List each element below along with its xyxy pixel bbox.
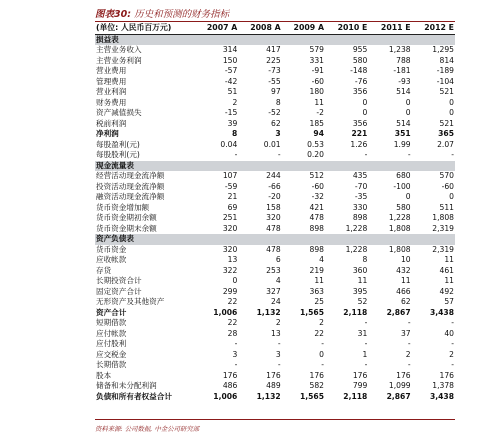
- table-cell: [282, 34, 325, 45]
- table-cell: 11: [444, 276, 454, 285]
- table-cell: 253: [266, 265, 281, 275]
- table-cell: 814: [439, 55, 454, 65]
- table-cell: 40: [444, 328, 454, 338]
- table-cell: 1,132: [256, 391, 281, 401]
- table-cell: -35: [354, 192, 368, 201]
- table-cell: 51: [227, 87, 238, 96]
- table-cell: [282, 234, 325, 245]
- table-cell: -: [407, 150, 411, 159]
- table-cell: [325, 234, 368, 245]
- row-label: 税前利润: [96, 118, 127, 128]
- table-cell: 1,565: [299, 391, 324, 401]
- table-cell: 2: [232, 97, 238, 107]
- row-label: 资产合计: [96, 307, 127, 317]
- table-cell: 2,319: [432, 244, 454, 254]
- table-cell: 478: [266, 223, 281, 233]
- table-cell: -66: [268, 181, 281, 191]
- table-cell: -2: [316, 108, 324, 117]
- table-cell: 492: [439, 286, 454, 296]
- table-cell: -93: [398, 76, 411, 86]
- table-cell: 37: [400, 328, 411, 338]
- table-cell: 1,295: [432, 45, 454, 54]
- year-header: 2007 A: [195, 23, 238, 34]
- table-row: [95, 266, 455, 277]
- table-cell: -: [321, 360, 324, 369]
- table-cell: 11: [314, 276, 324, 285]
- table-row: [95, 108, 455, 119]
- table-row: [95, 276, 455, 287]
- row-label: 应收帐款: [96, 255, 127, 264]
- table-cell: 176: [309, 370, 324, 380]
- table-cell: [368, 234, 411, 245]
- table-cell: [412, 161, 455, 172]
- table-row: [95, 87, 455, 98]
- table-row: [95, 182, 455, 193]
- table-cell: -91: [311, 66, 324, 75]
- table-cell: 2,118: [343, 307, 368, 317]
- table-cell: 176: [222, 370, 238, 380]
- source-note: 资料来源: 公司数据, 中金公司研究部: [95, 425, 200, 433]
- table-row: [95, 66, 455, 77]
- table-cell: 331: [309, 55, 324, 65]
- table-cell: 1,228: [388, 213, 411, 222]
- table-cell: 8: [362, 255, 368, 264]
- table-row: [95, 119, 455, 130]
- section-header-row: [95, 161, 455, 172]
- table-cell: -: [364, 318, 368, 327]
- table-row: [95, 360, 455, 371]
- table-cell: -100: [393, 181, 411, 191]
- table-cell: -: [277, 339, 281, 348]
- table-cell: 225: [266, 55, 281, 65]
- table-cell: 580: [352, 55, 368, 65]
- table-cell: 799: [352, 381, 368, 390]
- row-label: 主营业务收入: [96, 45, 142, 54]
- table-cell: 3: [275, 349, 281, 359]
- table-cell: 244: [266, 171, 281, 180]
- table-cell: 2: [405, 349, 411, 359]
- row-label: 货币资金期初余额: [96, 213, 157, 222]
- table-cell: 0.20: [307, 150, 324, 159]
- table-cell: 466: [396, 286, 411, 296]
- row-label: 财务费用: [96, 97, 127, 107]
- row-label: 营业费用: [96, 66, 127, 75]
- table-cell: 1.26: [350, 139, 368, 149]
- row-label: 固定资产合计: [96, 286, 142, 296]
- table-cell: 330: [352, 202, 368, 212]
- table-row: [95, 381, 455, 392]
- table-cell: 0: [405, 192, 411, 201]
- table-cell: 0: [405, 97, 411, 107]
- table-cell: 2: [319, 318, 324, 327]
- table-cell: 10: [400, 255, 411, 264]
- table-cell: 582: [309, 381, 324, 390]
- table-cell: -59: [224, 181, 238, 191]
- table-cell: 13: [227, 255, 238, 264]
- financial-table: [95, 23, 455, 402]
- table-cell: 0: [449, 97, 454, 107]
- table-row: [95, 255, 455, 266]
- table-row: [95, 318, 455, 329]
- table-cell: 314: [222, 45, 238, 54]
- table-cell: 0: [405, 108, 411, 117]
- table-cell: 514: [396, 118, 411, 128]
- table-row: [95, 224, 455, 235]
- table-cell: 22: [227, 297, 238, 306]
- table-cell: -: [451, 318, 454, 327]
- table-cell: 2.07: [437, 139, 454, 149]
- table-cell: 511: [439, 202, 454, 212]
- row-label: 投资活动现金流净额: [96, 181, 165, 191]
- table-cell: 6: [275, 255, 281, 264]
- table-cell: 4: [275, 276, 281, 285]
- table-cell: -15: [224, 108, 238, 117]
- table-cell: 185: [309, 118, 324, 128]
- table-row: [95, 339, 455, 350]
- table-row: [95, 350, 455, 361]
- table-cell: 478: [266, 244, 281, 254]
- table-cell: 8: [232, 129, 238, 138]
- year-header: 2010 E: [325, 23, 368, 34]
- table-cell: 1,808: [432, 213, 454, 222]
- table-cell: 21: [227, 192, 238, 201]
- table-cell: 107: [222, 171, 238, 180]
- table-cell: 955: [352, 45, 368, 54]
- table-cell: [238, 161, 281, 172]
- table-cell: 94: [313, 129, 324, 138]
- row-label: 融资活动现金流净额: [96, 192, 165, 201]
- table-cell: 365: [438, 129, 454, 138]
- figure-number: 图表30:: [95, 9, 132, 20]
- table-cell: 478: [309, 213, 324, 222]
- table-cell: 486: [222, 381, 238, 390]
- table-cell: 1,228: [345, 244, 368, 254]
- row-label: 长期投资合计: [96, 276, 142, 285]
- table-cell: -60: [441, 181, 454, 191]
- table-cell: 1,378: [432, 381, 454, 390]
- table-cell: 363: [309, 286, 324, 296]
- unit-header: (单位: 人民币百万元): [95, 23, 195, 34]
- table-row: [95, 371, 455, 382]
- table-cell: 395: [352, 286, 368, 296]
- bottom-rule: [95, 419, 455, 420]
- table-cell: 3: [275, 129, 281, 138]
- table-cell: 1,808: [388, 244, 411, 254]
- table-cell: 356: [352, 118, 368, 128]
- table-cell: 0: [232, 276, 238, 285]
- section-header-row: [95, 234, 455, 245]
- table-row: [95, 192, 455, 203]
- year-header: 2009 A: [282, 23, 325, 34]
- table-cell: 22: [227, 318, 238, 327]
- table-cell: 489: [266, 381, 281, 390]
- row-label: 股本: [96, 370, 112, 380]
- table-cell: 24: [270, 297, 281, 306]
- table-row: [95, 329, 455, 340]
- row-label: 每股股利(元): [96, 150, 140, 159]
- table-cell: [238, 34, 281, 45]
- row-label: 损益表: [95, 34, 195, 45]
- table-cell: 514: [396, 87, 411, 96]
- table-row: [95, 171, 455, 182]
- table-cell: [325, 161, 368, 172]
- table-cell: 180: [309, 87, 324, 96]
- table-cell: 0: [362, 97, 368, 107]
- table-header-row: [95, 23, 455, 34]
- table-cell: 680: [396, 171, 411, 180]
- table-cell: 176: [266, 370, 281, 380]
- row-label: 短期借款: [96, 318, 127, 327]
- table-cell: 52: [357, 297, 368, 306]
- table-cell: 62: [270, 118, 281, 128]
- row-label: 应付股利: [96, 339, 127, 348]
- row-label: 存货: [96, 265, 112, 275]
- table-cell: 2,319: [432, 223, 454, 233]
- table-cell: -: [451, 360, 454, 369]
- table-cell: 322: [222, 265, 238, 275]
- figure-title: [95, 6, 455, 20]
- table-cell: 299: [222, 286, 238, 296]
- table-cell: 898: [352, 213, 368, 222]
- table-row: [95, 77, 455, 88]
- table-cell: 2,118: [343, 391, 368, 401]
- table-cell: 0: [449, 108, 454, 117]
- table-cell: 13: [270, 328, 281, 338]
- table-cell: 2: [275, 318, 281, 327]
- table-cell: 898: [309, 223, 324, 233]
- table-cell: 461: [439, 265, 454, 275]
- row-label: 现金流量表: [95, 161, 195, 172]
- table-cell: [368, 34, 411, 45]
- table-row: [95, 45, 455, 56]
- table-cell: 150: [222, 55, 238, 65]
- table-cell: 579: [309, 45, 324, 54]
- table-cell: 1.99: [393, 139, 411, 149]
- table-cell: 417: [266, 45, 281, 54]
- figure-caption: 历史和预测的财务指标: [134, 9, 230, 20]
- table-cell: 221: [351, 129, 368, 138]
- table-cell: 97: [270, 87, 281, 96]
- table-cell: -: [234, 360, 238, 369]
- table-cell: 580: [396, 202, 411, 212]
- table-cell: 1,006: [213, 307, 238, 317]
- table-cell: 2: [449, 349, 454, 359]
- row-label: 应交税金: [96, 349, 127, 359]
- table-cell: 176: [439, 370, 454, 380]
- table-cell: 0: [362, 108, 368, 117]
- table-cell: 521: [439, 87, 454, 96]
- table-cell: 570: [439, 171, 454, 180]
- row-label: 储备和未分配利润: [96, 381, 157, 390]
- table-cell: -76: [354, 76, 368, 86]
- table-cell: 4: [319, 255, 324, 264]
- table-cell: -: [451, 339, 454, 348]
- table-row: [95, 98, 455, 109]
- row-label: 负债和所有者权益合计: [96, 391, 172, 401]
- table-cell: 432: [396, 265, 411, 275]
- table-cell: 11: [314, 97, 324, 107]
- table-cell: [195, 234, 238, 245]
- table-cell: 421: [309, 202, 324, 212]
- table-cell: -: [234, 339, 238, 348]
- financial-table-body: [95, 23, 455, 402]
- table-cell: -104: [436, 76, 454, 86]
- table-cell: 898: [309, 244, 324, 254]
- table-cell: 176: [396, 370, 411, 380]
- table-row: [95, 56, 455, 67]
- table-row: [95, 308, 455, 319]
- row-label: 经营活动现金流净额: [96, 171, 165, 180]
- table-cell: 1,238: [388, 45, 411, 54]
- table-cell: 320: [266, 213, 281, 222]
- table-cell: 3,438: [429, 307, 454, 317]
- table-cell: 57: [444, 297, 454, 306]
- table-row: [95, 297, 455, 308]
- row-label: 货币资金期末余额: [96, 223, 157, 233]
- table-cell: -70: [354, 181, 368, 191]
- row-label: 资产负债表: [95, 234, 195, 245]
- table-cell: -42: [224, 76, 238, 86]
- table-cell: 219: [309, 265, 324, 275]
- table-row: [95, 287, 455, 298]
- table-cell: -181: [393, 66, 411, 75]
- row-label: 货币资金: [96, 244, 127, 254]
- table-cell: 0: [319, 349, 324, 359]
- table-cell: [412, 234, 455, 245]
- table-cell: -73: [268, 66, 281, 75]
- table-cell: 0.01: [263, 139, 281, 149]
- row-label: 净利润: [96, 129, 119, 138]
- table-row: [95, 140, 455, 151]
- row-label: 应付帐款: [96, 328, 127, 338]
- table-cell: 1,006: [213, 391, 238, 401]
- table-cell: 788: [396, 55, 411, 65]
- table-cell: 360: [352, 265, 368, 275]
- table-cell: 0.04: [220, 139, 238, 149]
- table-cell: 1,808: [388, 223, 411, 233]
- table-row: [95, 203, 455, 214]
- table-cell: -60: [311, 181, 324, 191]
- table-cell: [282, 161, 325, 172]
- table-cell: 2,867: [386, 391, 411, 401]
- table-cell: [412, 34, 455, 45]
- table-cell: 28: [227, 328, 238, 338]
- table-cell: 320: [222, 244, 238, 254]
- table-cell: -32: [311, 192, 324, 201]
- table-cell: [238, 234, 281, 245]
- table-cell: -: [407, 339, 411, 348]
- table-cell: 8: [275, 97, 281, 107]
- row-label: 管理费用: [96, 76, 127, 86]
- table-cell: -20: [268, 192, 281, 201]
- table-cell: 3: [232, 349, 238, 359]
- table-cell: [195, 34, 238, 45]
- table-cell: 1,132: [256, 307, 281, 317]
- table-cell: [325, 34, 368, 45]
- table-cell: 512: [309, 171, 324, 180]
- table-row: [95, 213, 455, 224]
- table-cell: 521: [439, 118, 454, 128]
- table-cell: 31: [357, 328, 368, 338]
- table-cell: 62: [400, 297, 411, 306]
- table-cell: 1,565: [299, 307, 324, 317]
- year-header: 2012 E: [412, 23, 455, 34]
- table-cell: 22: [314, 328, 324, 338]
- table-cell: -: [407, 360, 411, 369]
- row-label: 无形资产及其他资产: [96, 297, 165, 306]
- table-cell: 1,099: [388, 381, 411, 390]
- table-cell: 0: [449, 192, 454, 201]
- table-cell: -: [364, 150, 368, 159]
- table-cell: 11: [357, 276, 368, 285]
- row-label: 每股盈利(元): [96, 139, 140, 149]
- row-label: 长期借款: [96, 360, 127, 369]
- table-cell: 11: [444, 255, 454, 264]
- table-cell: 158: [266, 202, 281, 212]
- table-cell: 25: [314, 297, 324, 306]
- table-cell: 251: [222, 213, 238, 222]
- table-cell: 176: [352, 370, 368, 380]
- table-cell: -: [364, 360, 368, 369]
- table-row: [95, 245, 455, 256]
- table-cell: 69: [227, 202, 238, 212]
- table-cell: 327: [266, 286, 281, 296]
- table-cell: -60: [311, 76, 324, 86]
- table-cell: -: [234, 150, 238, 159]
- table-cell: -52: [268, 108, 281, 117]
- table-cell: 39: [227, 118, 238, 128]
- table-cell: 11: [400, 276, 411, 285]
- row-label: 营业利润: [96, 87, 127, 96]
- table-cell: [195, 161, 238, 172]
- table-cell: [368, 161, 411, 172]
- row-label: 资产减值损失: [96, 108, 142, 117]
- table-cell: 1,228: [345, 223, 368, 233]
- table-cell: -189: [436, 66, 454, 75]
- top-rule: [95, 21, 455, 22]
- table-cell: -: [451, 150, 454, 159]
- table-row: [95, 150, 455, 161]
- table-row: [95, 392, 455, 403]
- table-cell: -: [277, 150, 281, 159]
- table-cell: 2,867: [386, 307, 411, 317]
- row-label: 货币资金增加额: [96, 202, 150, 212]
- table-cell: -: [277, 360, 281, 369]
- table-cell: 320: [222, 223, 238, 233]
- table-cell: -: [407, 318, 411, 327]
- table-cell: 0.53: [307, 139, 324, 149]
- table-cell: 1: [362, 349, 368, 359]
- table-cell: 356: [352, 87, 368, 96]
- table-cell: -: [321, 339, 324, 348]
- table-cell: -57: [224, 66, 238, 75]
- table-cell: -148: [350, 66, 368, 75]
- section-header-row: [95, 34, 455, 45]
- table-cell: -: [364, 339, 368, 348]
- row-label: 主营业务利润: [96, 55, 142, 65]
- table-cell: 351: [394, 129, 411, 138]
- year-header: 2008 A: [238, 23, 281, 34]
- table-row: [95, 129, 455, 140]
- table-cell: 3,438: [429, 391, 454, 401]
- table-cell: 435: [352, 171, 368, 180]
- year-header: 2011 E: [368, 23, 411, 34]
- table-cell: -55: [268, 76, 281, 86]
